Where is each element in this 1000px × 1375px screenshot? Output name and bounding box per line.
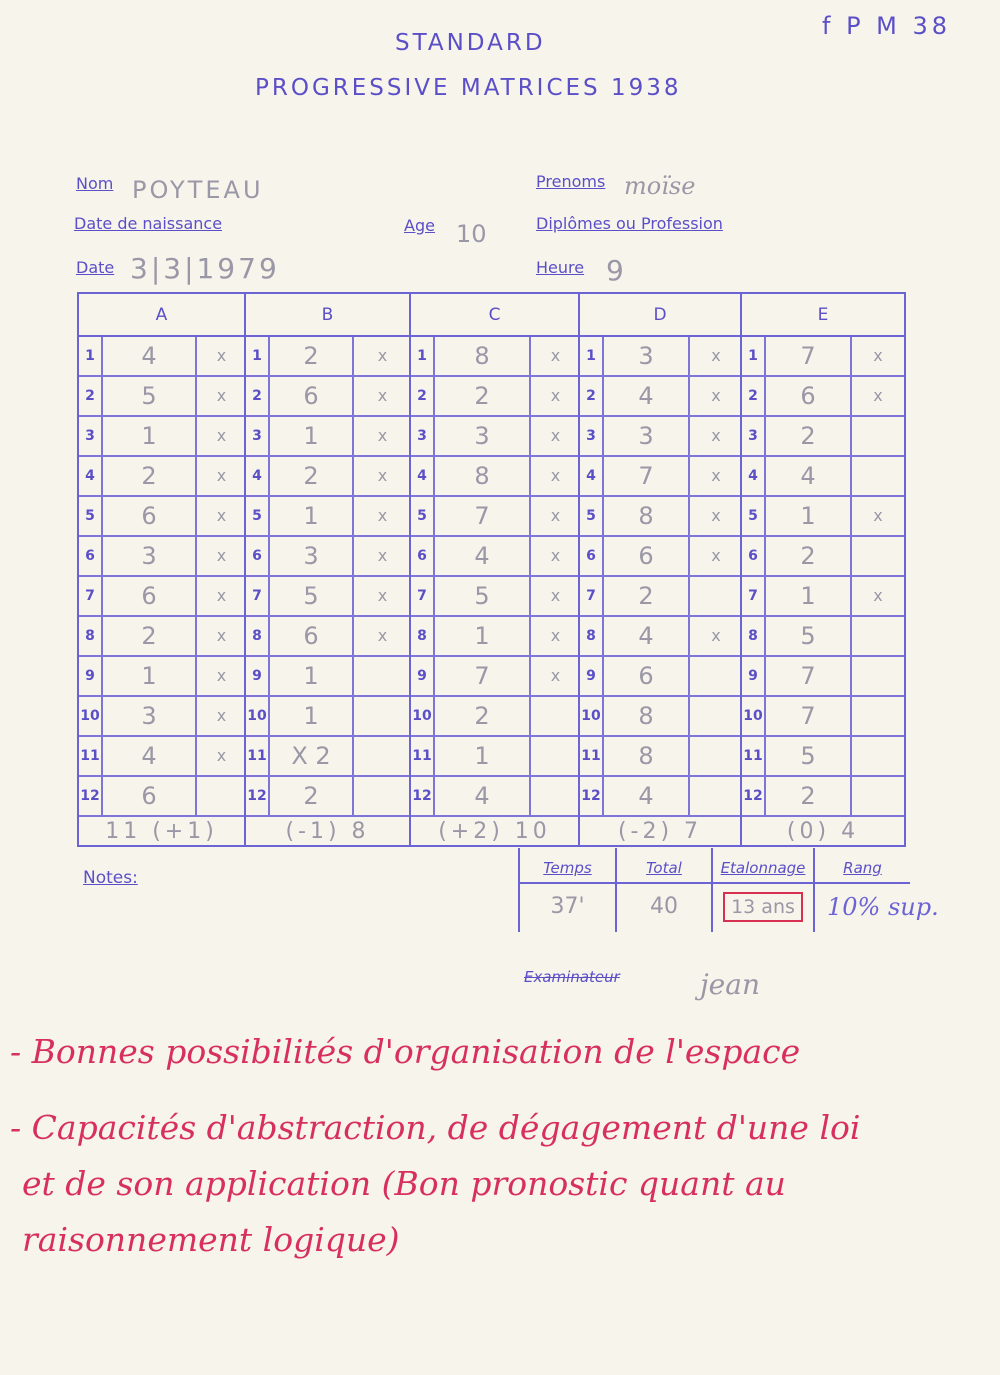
- table-row: [580, 377, 740, 417]
- item-answer: 8: [604, 497, 690, 535]
- section-score-row: [79, 817, 244, 847]
- section-score-row: [246, 817, 409, 847]
- item-number: 1: [580, 337, 604, 375]
- table-row: [411, 497, 578, 537]
- item-mark: x: [550, 626, 561, 645]
- section-b: [246, 294, 411, 845]
- etalonnage-column: [713, 848, 815, 932]
- item-answer: 5: [270, 577, 354, 615]
- table-row: [79, 777, 244, 817]
- item-mark: x: [550, 386, 561, 405]
- examinateur-value: jean: [700, 968, 760, 1001]
- heure-label: Heure: [536, 258, 585, 277]
- item-answer: 7: [766, 697, 852, 735]
- item-number: 2: [580, 377, 604, 415]
- nom-label: Nom: [76, 174, 114, 193]
- item-answer: 2: [103, 457, 197, 495]
- table-row: [79, 497, 244, 537]
- item-mark: x: [550, 346, 561, 365]
- table-row: [742, 497, 904, 537]
- item-number: 4: [742, 457, 766, 495]
- comment-line-2: - Capacités d'abstraction, de dégagement d'une loi: [10, 1108, 861, 1147]
- item-mark: [531, 697, 580, 735]
- table-row: [79, 697, 244, 737]
- table-row: [79, 737, 244, 777]
- section-score-row: [742, 817, 904, 847]
- comment-line-1: - Bonnes possibilités d'organisation de l'espace: [10, 1032, 801, 1071]
- section-header: C: [411, 294, 578, 337]
- item-answer: 6: [766, 377, 852, 415]
- item-answer: 7: [604, 457, 690, 495]
- table-row: [742, 337, 904, 377]
- table-row: [742, 377, 904, 417]
- item-answer: 1: [766, 577, 852, 615]
- table-row: [411, 737, 578, 777]
- table-row: [246, 617, 409, 657]
- item-mark: x: [873, 346, 883, 365]
- item-number: 8: [411, 617, 435, 655]
- naissance-label: Date de naissance: [74, 214, 223, 233]
- item-number: 9: [580, 657, 604, 695]
- item-answer: 3: [435, 417, 531, 455]
- item-number: 9: [246, 657, 270, 695]
- table-row: [246, 577, 409, 617]
- item-number: 1: [246, 337, 270, 375]
- item-answer: 1: [103, 417, 197, 455]
- total-label: Total: [617, 848, 711, 884]
- section-header: B: [246, 294, 409, 337]
- rang-value: 10% sup.: [827, 893, 939, 921]
- item-answer: 5: [766, 617, 852, 655]
- item-answer: 7: [766, 337, 852, 375]
- item-answer: 2: [103, 617, 197, 655]
- item-number: 6: [246, 537, 270, 575]
- item-answer: 1: [435, 737, 531, 775]
- table-row: [580, 537, 740, 577]
- notes-label: Notes:: [83, 868, 138, 888]
- item-answer: 3: [604, 337, 690, 375]
- item-number: 5: [742, 497, 766, 535]
- item-number: 3: [411, 417, 435, 455]
- item-number: 3: [580, 417, 604, 455]
- item-number: 2: [246, 377, 270, 415]
- item-mark: [852, 777, 904, 815]
- item-number: 10: [246, 697, 270, 735]
- table-row: [246, 657, 409, 697]
- item-mark: [690, 577, 742, 615]
- item-number: 12: [411, 777, 435, 815]
- section-score: (-1) 8: [285, 819, 370, 844]
- table-row: [79, 377, 244, 417]
- item-number: 7: [411, 577, 435, 615]
- item-number: 8: [246, 617, 270, 655]
- item-mark: x: [711, 346, 721, 365]
- table-row: [580, 497, 740, 537]
- item-number: 11: [742, 737, 766, 775]
- item-mark: x: [377, 586, 388, 605]
- item-mark: [852, 417, 904, 455]
- table-row: [742, 577, 904, 617]
- table-row: [742, 737, 904, 777]
- item-answer: 6: [103, 577, 197, 615]
- etalonnage-cell: [713, 884, 813, 930]
- item-mark: x: [216, 506, 227, 525]
- item-answer: 2: [766, 537, 852, 575]
- item-number: 1: [79, 337, 103, 375]
- item-answer: 6: [270, 617, 354, 655]
- diplome-label: Diplômes ou Profession: [536, 214, 723, 233]
- item-answer: 2: [435, 697, 531, 735]
- item-answer: 2: [435, 377, 531, 415]
- item-number: 12: [742, 777, 766, 815]
- item-mark: x: [873, 386, 883, 405]
- item-answer: 3: [604, 417, 690, 455]
- item-answer: 4: [604, 377, 690, 415]
- item-answer: 3: [103, 697, 197, 735]
- item-answer: 4: [103, 337, 197, 375]
- section-score: (-2) 7: [617, 819, 703, 844]
- item-number: 10: [79, 697, 103, 735]
- item-number: 11: [246, 737, 270, 775]
- table-row: [411, 777, 578, 817]
- table-row: [742, 537, 904, 577]
- form-title: STANDARD: [395, 30, 546, 56]
- table-row: [411, 377, 578, 417]
- item-number: 9: [742, 657, 766, 695]
- section-c: [411, 294, 580, 845]
- section-score: (0) 4: [786, 819, 860, 844]
- item-mark: [531, 737, 580, 775]
- section-header: A: [79, 294, 244, 337]
- prenoms-value: moïse: [624, 172, 696, 200]
- item-mark: x: [377, 546, 388, 565]
- table-row: [79, 337, 244, 377]
- item-answer: 7: [435, 497, 531, 535]
- comment-line-3: et de son application (Bon pronostic quant au: [22, 1164, 786, 1203]
- heure-value: 9: [606, 254, 624, 287]
- table-row: [246, 457, 409, 497]
- total-column: [617, 848, 713, 932]
- table-row: [79, 417, 244, 457]
- table-row: [246, 417, 409, 457]
- section-e: [742, 294, 904, 845]
- item-mark: [354, 697, 411, 735]
- table-row: [742, 417, 904, 457]
- section-header: D: [580, 294, 740, 337]
- item-mark: [852, 737, 904, 775]
- item-mark: x: [377, 626, 388, 645]
- item-number: 4: [580, 457, 604, 495]
- item-mark: x: [216, 546, 227, 565]
- item-mark: x: [550, 546, 561, 565]
- item-number: 5: [411, 497, 435, 535]
- item-answer: 6: [604, 537, 690, 575]
- item-answer: 7: [435, 657, 531, 695]
- item-number: 12: [246, 777, 270, 815]
- section-header: E: [742, 294, 904, 337]
- item-number: 7: [246, 577, 270, 615]
- item-mark: x: [550, 666, 561, 685]
- item-mark: x: [216, 746, 227, 765]
- table-row: [246, 337, 409, 377]
- table-row: [411, 577, 578, 617]
- item-mark: x: [550, 506, 561, 525]
- item-number: 5: [79, 497, 103, 535]
- item-number: 12: [580, 777, 604, 815]
- table-row: [580, 697, 740, 737]
- table-row: [411, 457, 578, 497]
- item-mark: [852, 457, 904, 495]
- item-answer: 4: [604, 777, 690, 815]
- item-answer: 4: [766, 457, 852, 495]
- item-mark: x: [216, 346, 227, 365]
- item-answer: 1: [435, 617, 531, 655]
- item-answer: 4: [103, 737, 197, 775]
- item-answer: 7: [766, 657, 852, 695]
- item-answer: 2: [604, 577, 690, 615]
- item-number: 2: [742, 377, 766, 415]
- item-mark: [852, 657, 904, 695]
- item-number: 5: [580, 497, 604, 535]
- table-row: [742, 697, 904, 737]
- table-row: [79, 457, 244, 497]
- item-mark: [690, 737, 742, 775]
- item-answer: 4: [604, 617, 690, 655]
- table-row: [246, 497, 409, 537]
- item-number: 8: [580, 617, 604, 655]
- item-number: 8: [79, 617, 103, 655]
- item-answer: 1: [270, 417, 354, 455]
- item-answer: 6: [103, 497, 197, 535]
- item-number: 11: [79, 737, 103, 775]
- prenoms-label: Prenoms: [536, 172, 606, 191]
- item-answer: 4: [435, 777, 531, 815]
- table-row: [79, 617, 244, 657]
- table-row: [411, 417, 578, 457]
- item-number: 2: [79, 377, 103, 415]
- item-answer: 2: [270, 337, 354, 375]
- item-number: 6: [411, 537, 435, 575]
- item-number: 2: [411, 377, 435, 415]
- item-mark: x: [711, 386, 721, 405]
- item-answer: 8: [604, 697, 690, 735]
- item-number: 3: [742, 417, 766, 455]
- nom-value: POYTEAU: [132, 176, 264, 204]
- item-number: 7: [79, 577, 103, 615]
- item-mark: x: [377, 506, 388, 525]
- section-score: (+2) 10: [438, 819, 551, 844]
- item-mark: [852, 697, 904, 735]
- item-mark: x: [216, 466, 227, 485]
- item-mark: x: [216, 626, 227, 645]
- item-mark: [354, 737, 411, 775]
- item-mark: [690, 657, 742, 695]
- examinateur-label: Examinateur: [524, 968, 620, 986]
- item-number: 6: [79, 537, 103, 575]
- item-answer: 8: [435, 337, 531, 375]
- comment-line-4: raisonnement logique): [22, 1220, 400, 1259]
- item-number: 4: [411, 457, 435, 495]
- item-mark: x: [216, 706, 227, 725]
- item-answer: 1: [103, 657, 197, 695]
- item-mark: x: [216, 666, 227, 685]
- item-number: 5: [246, 497, 270, 535]
- section-a: [79, 294, 246, 845]
- item-answer: 2: [270, 457, 354, 495]
- item-number: 3: [79, 417, 103, 455]
- item-number: 4: [246, 457, 270, 495]
- etalonnage-label: Etalonnage: [713, 848, 813, 884]
- table-row: [246, 377, 409, 417]
- temps-value: 37': [550, 894, 585, 919]
- age-value: 10: [456, 220, 487, 248]
- item-mark: x: [216, 386, 227, 405]
- item-number: 9: [411, 657, 435, 695]
- temps-column: [520, 848, 617, 932]
- answer-grid: [77, 292, 906, 847]
- date-value: 3|3|1979: [130, 252, 280, 285]
- item-number: 10: [580, 697, 604, 735]
- table-row: [580, 657, 740, 697]
- item-mark: x: [377, 346, 388, 365]
- table-row: [580, 457, 740, 497]
- item-mark: x: [711, 506, 721, 525]
- item-number: 9: [79, 657, 103, 695]
- table-row: [580, 417, 740, 457]
- item-mark: [852, 617, 904, 655]
- form-subtitle: PROGRESSIVE MATRICES 1938: [255, 75, 682, 101]
- item-mark: x: [711, 626, 721, 645]
- item-number: 11: [580, 737, 604, 775]
- item-answer: 2: [270, 777, 354, 815]
- section-score-row: [411, 817, 578, 847]
- item-mark: x: [377, 426, 388, 445]
- item-mark: [690, 697, 742, 735]
- item-number: 11: [411, 737, 435, 775]
- item-answer: 1: [270, 697, 354, 735]
- etalonnage-value: 13 ans: [723, 892, 803, 922]
- item-mark: [197, 777, 246, 815]
- table-row: [580, 777, 740, 817]
- table-row: [246, 537, 409, 577]
- table-row: [411, 537, 578, 577]
- item-mark: x: [216, 586, 227, 605]
- section-score-row: [580, 817, 740, 847]
- section-d: [580, 294, 742, 845]
- item-number: 6: [742, 537, 766, 575]
- item-number: 8: [742, 617, 766, 655]
- item-mark: x: [216, 426, 227, 445]
- item-answer: 8: [435, 457, 531, 495]
- item-answer: 3: [270, 537, 354, 575]
- item-answer: 1: [270, 497, 354, 535]
- item-mark: x: [550, 466, 561, 485]
- form-code: f P M 38: [822, 12, 952, 40]
- item-answer: 5: [766, 737, 852, 775]
- table-row: [79, 657, 244, 697]
- table-row: [411, 337, 578, 377]
- item-answer: 1: [270, 657, 354, 695]
- rang-label: Rang: [815, 848, 910, 884]
- table-row: [742, 457, 904, 497]
- item-answer: 6: [270, 377, 354, 415]
- item-answer: 5: [103, 377, 197, 415]
- table-row: [742, 777, 904, 817]
- section-score: 11 (+1): [105, 819, 218, 844]
- age-label: Age: [404, 216, 435, 235]
- table-row: [246, 697, 409, 737]
- item-number: 3: [246, 417, 270, 455]
- item-mark: x: [377, 386, 388, 405]
- item-mark: x: [550, 586, 561, 605]
- table-row: [411, 697, 578, 737]
- item-mark: [852, 537, 904, 575]
- item-answer: 6: [103, 777, 197, 815]
- item-number: 1: [411, 337, 435, 375]
- item-answer: 6: [604, 657, 690, 695]
- table-row: [79, 537, 244, 577]
- item-answer: 1: [766, 497, 852, 535]
- table-row: [246, 737, 409, 777]
- item-answer: X 2: [270, 737, 354, 775]
- item-number: 1: [742, 337, 766, 375]
- table-row: [411, 617, 578, 657]
- item-mark: [354, 657, 411, 695]
- item-mark: [531, 777, 580, 815]
- item-number: 7: [742, 577, 766, 615]
- temps-label: Temps: [520, 848, 615, 884]
- table-row: [580, 337, 740, 377]
- item-number: 10: [411, 697, 435, 735]
- date-label: Date: [76, 258, 115, 277]
- item-answer: 5: [435, 577, 531, 615]
- item-number: 4: [79, 457, 103, 495]
- table-row: [580, 617, 740, 657]
- item-mark: x: [550, 426, 561, 445]
- item-mark: x: [377, 466, 388, 485]
- item-mark: [690, 777, 742, 815]
- item-mark: x: [873, 586, 883, 605]
- table-row: [246, 777, 409, 817]
- item-number: 12: [79, 777, 103, 815]
- item-number: 7: [580, 577, 604, 615]
- item-number: 6: [580, 537, 604, 575]
- table-row: [79, 577, 244, 617]
- table-row: [742, 657, 904, 697]
- table-row: [580, 737, 740, 777]
- item-mark: x: [711, 426, 721, 445]
- item-number: 10: [742, 697, 766, 735]
- item-answer: 4: [435, 537, 531, 575]
- item-answer: 8: [604, 737, 690, 775]
- total-value: 40: [650, 894, 678, 919]
- table-row: [742, 617, 904, 657]
- item-mark: x: [711, 466, 721, 485]
- item-answer: 2: [766, 417, 852, 455]
- item-mark: [354, 777, 411, 815]
- item-mark: x: [711, 546, 721, 565]
- item-answer: 2: [766, 777, 852, 815]
- item-answer: 3: [103, 537, 197, 575]
- table-row: [411, 657, 578, 697]
- item-mark: x: [873, 506, 883, 525]
- table-row: [580, 577, 740, 617]
